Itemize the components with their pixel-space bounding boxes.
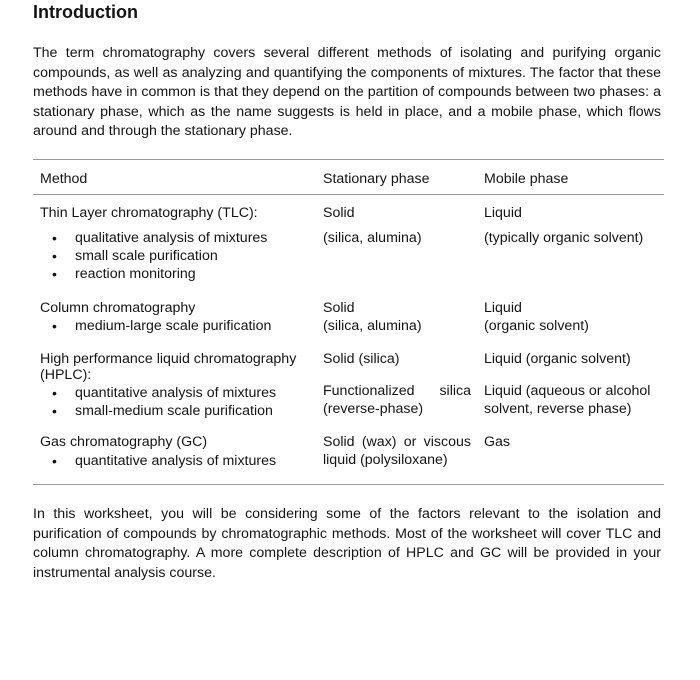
method-name: Column chromatography — [40, 300, 196, 316]
method-use: quantitative analysis of mixtures — [75, 453, 277, 469]
method-use: reaction monitoring — [75, 266, 196, 282]
stationary-phase-detail: (reverse-phase) — [323, 401, 424, 417]
table-bottom-rule — [33, 484, 664, 485]
method-use: small scale purification — [75, 248, 218, 264]
closing-paragraph: In this worksheet, you will be considering some of the factors relevant to the isolation and purification of compounds by chromatographic methods. Most of the worksheet will cover TLC and column chromatography. A more complete description of HPLC and GC will be provided in your instrumental analysis course. — [33, 506, 661, 581]
bullet-icon: • — [52, 453, 57, 469]
mobile-phase-detail: (typically organic solvent) — [484, 230, 644, 246]
header-mobile-phase: Mobile phase — [484, 171, 569, 187]
method-name: Thin Layer chromatography (TLC): — [40, 205, 258, 221]
method-use: small-medium scale purification — [75, 403, 273, 419]
mobile-phase-detail: solvent, reverse phase) — [484, 401, 632, 417]
mobile-phase-alt: Liquid (aqueous or alcohol — [484, 383, 651, 399]
stationary-phase-value: Solid (wax) or viscous — [323, 434, 471, 450]
table-top-rule — [33, 159, 664, 160]
bullet-icon: • — [52, 230, 57, 246]
stationary-phase-detail: (silica, alumina) — [323, 318, 422, 334]
header-stationary-phase: Stationary phase — [323, 171, 430, 187]
bullet-icon: • — [52, 403, 57, 419]
mobile-phase-detail: (organic solvent) — [484, 318, 589, 334]
mobile-phase-value: Liquid (organic solvent) — [484, 351, 631, 367]
mobile-phase-value: Liquid — [484, 300, 522, 316]
method-use: qualitative analysis of mixtures — [75, 230, 268, 246]
stationary-phase-value: Solid — [323, 300, 355, 316]
stationary-phase-value: Solid (silica) — [323, 351, 400, 367]
bullet-icon: • — [52, 385, 57, 401]
mobile-phase-value: Gas — [484, 434, 511, 450]
method-name: Gas chromatography (GC) — [40, 434, 208, 450]
header-rule — [33, 194, 664, 195]
stationary-phase-value: Solid — [323, 205, 355, 221]
method-name-abbrev: (HPLC): — [40, 367, 92, 383]
stationary-phase-detail: liquid (polysiloxane) — [323, 452, 448, 468]
stationary-phase-alt: Functionalized silica — [323, 383, 471, 399]
method-use: quantitative analysis of mixtures — [75, 385, 277, 401]
bullet-icon: • — [52, 248, 57, 264]
mobile-phase-value: Liquid — [484, 205, 522, 221]
bullet-icon: • — [52, 266, 57, 282]
page-title: Introduction — [33, 2, 138, 22]
bullet-icon: • — [52, 318, 57, 334]
stationary-phase-detail: (silica, alumina) — [323, 230, 422, 246]
method-name: High performance liquid chromatography — [40, 351, 297, 367]
method-use: medium-large scale purification — [75, 318, 272, 334]
intro-paragraph: The term chromatography covers several different methods of isolating and purifying organic compounds, as well as analyzing and quantifying the components of mixtures. The factor that these methods have in common is that they depend on the partition of compounds between two phases: a stationary phase, which as the name suggests is held in place, and a mobile phase, which flows around and through the stationary phase. — [33, 45, 661, 139]
header-method: Method — [40, 171, 88, 187]
